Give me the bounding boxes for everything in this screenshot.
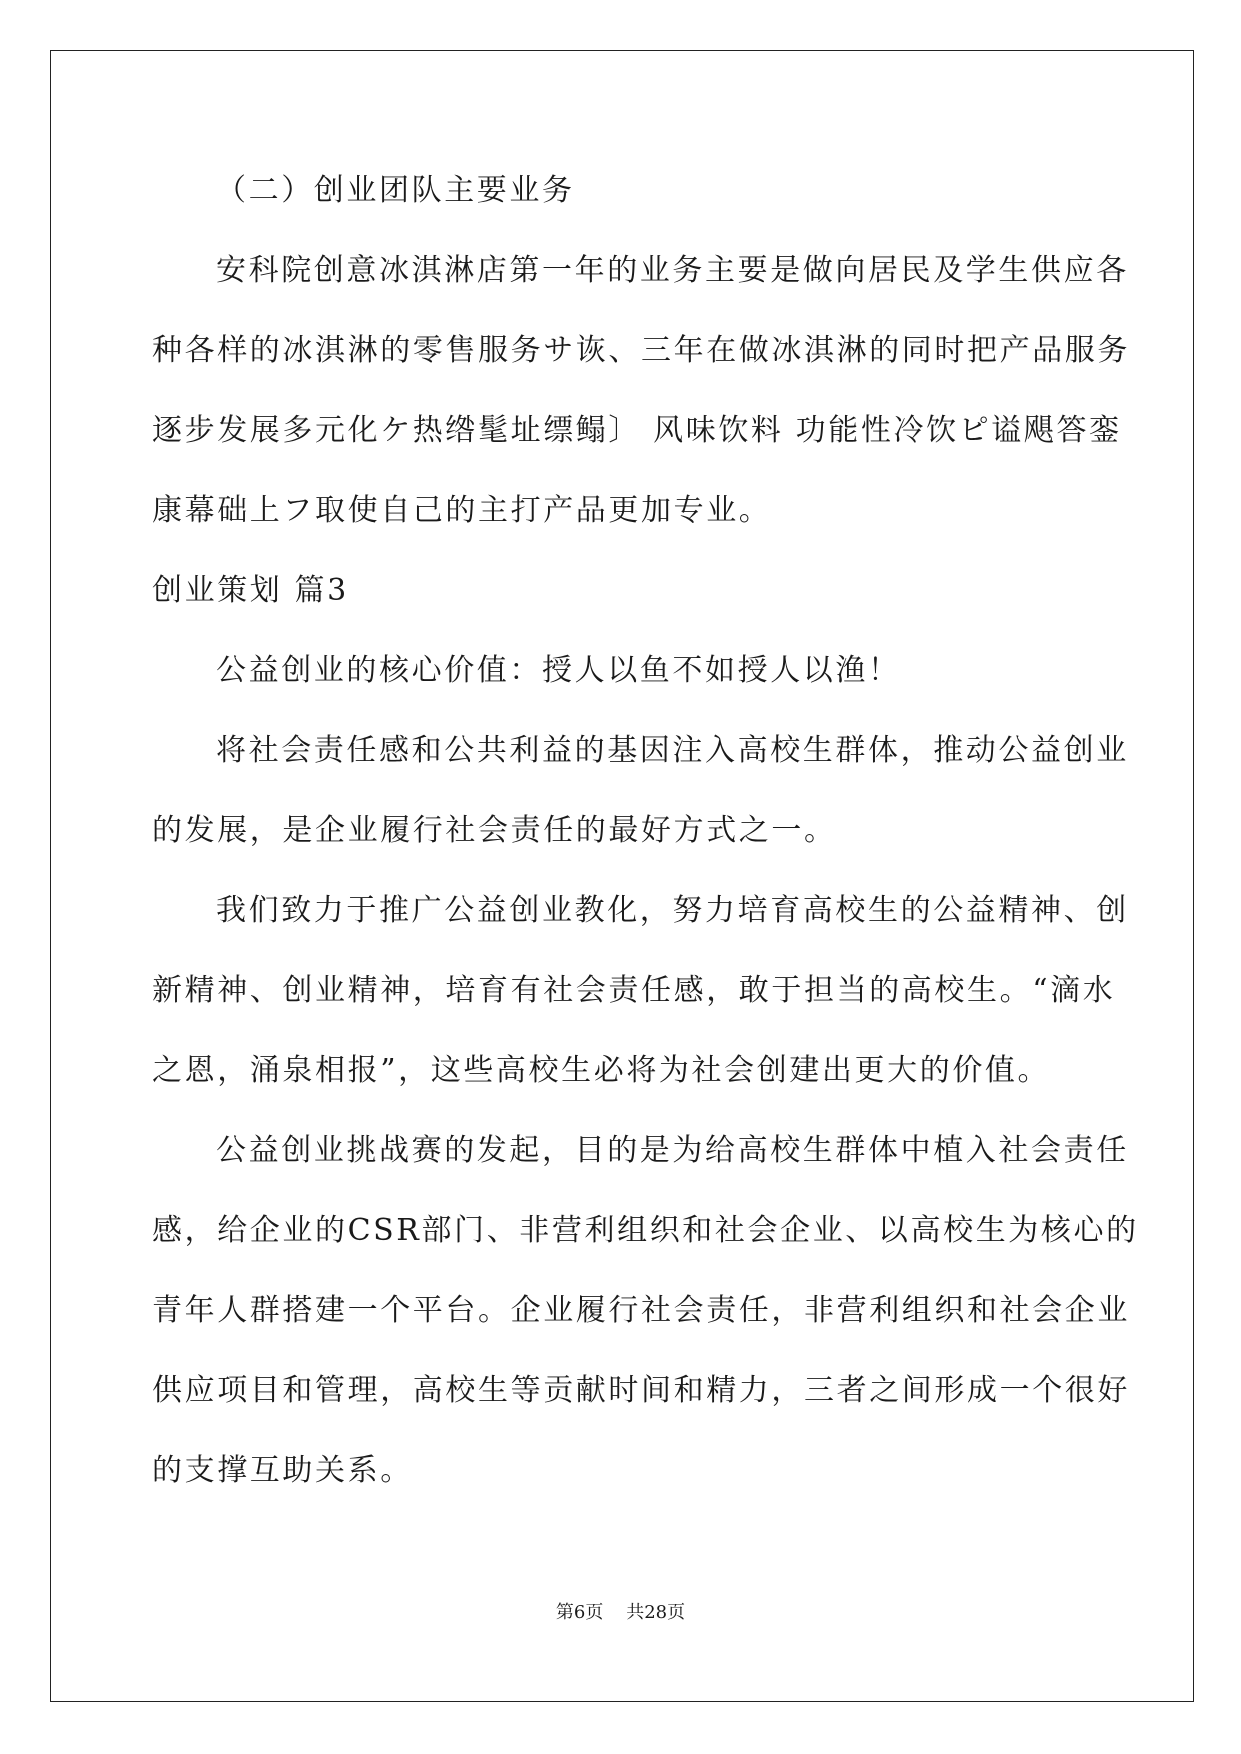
text-line: 逐步发展多元化ケ热绺髦址缥鳎〕 风味饮料 功能性冷饮ピ谥飓答銮 [152,413,1122,448]
text-line: 将社会责任感和公共利益的基因注入高校生群体，推动公益创业 [216,733,1129,768]
text-line: 感，给企业的CSR部门、非营利组织和社会企业、以高校生为核心的 [152,1213,1139,1248]
document-body [152,158,1139,1518]
text-line: 我们致力于推广公益创业教化，努力培育高校生的公益精神、创 [216,893,1129,928]
text-line: 青年人群搭建一个平台。企业履行社会责任，非营利组织和社会企业 [152,1293,1130,1328]
text-line: 的发展，是企业履行社会责任的最好方式之一。 [152,813,837,848]
page-number-footer: 第6页 共28页 [555,1602,686,1623]
text-line: 的支撑互助关系。 [152,1453,413,1488]
section-heading: 创业策划 篇3 [152,573,349,608]
text-line: 康幕础上フ取使自己的主打产品更加专业。 [152,493,772,528]
text-line: 之恩，涌泉相报”，这些高校生必将为社会创建出更大的价值。 [152,1053,1051,1088]
text-line: 公益创业挑战赛的发起，目的是为给高校生群体中植入社会责任 [216,1133,1129,1168]
text-line: 新精神、创业精神，培育有社会责任感，敢于担当的高校生。“滴水 [152,973,1116,1008]
text-line: 安科院创意冰淇淋店第一年的业务主要是做向居民及学生供应各 [216,253,1129,288]
text-line: 公益创业的核心价值：授人以鱼不如授人以渔！ [216,653,901,688]
text-line: 种各样的冰淇淋的零售服务サ诙、三年在做冰淇淋的同时把产品服务 [152,333,1130,368]
text-line: （二）创业团队主要业务 [216,173,575,208]
text-line: 供应项目和管理，高校生等贡献时间和精力，三者之间形成一个很好 [152,1373,1130,1408]
